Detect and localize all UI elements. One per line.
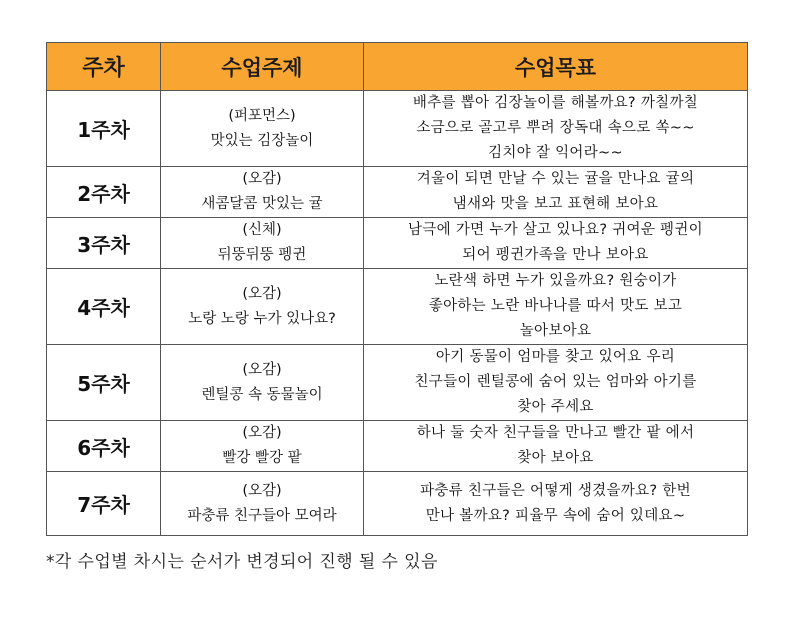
topic-category: (오감) bbox=[242, 171, 282, 187]
topic-category: (퍼포먼스) bbox=[228, 107, 296, 124]
week-cell: 5주차 bbox=[47, 345, 161, 421]
goal-cell bbox=[364, 91, 748, 167]
goal-line: 좋아하는 노란 바나나를 따서 맛도 보고 bbox=[428, 298, 683, 314]
topic-title: 새콤달콤 맛있는 귤 bbox=[201, 196, 323, 212]
topic-cell bbox=[161, 269, 364, 345]
topic-category: (신체) bbox=[242, 222, 282, 238]
goal-line: 겨울이 되면 만날 수 있는 귤을 만나요 귤의 bbox=[416, 171, 695, 187]
goal-cell bbox=[364, 345, 748, 421]
curriculum-table bbox=[46, 42, 748, 536]
topic-cell bbox=[161, 421, 364, 472]
table-row bbox=[47, 421, 748, 472]
header-topic: 수업주제 bbox=[161, 43, 364, 91]
table-header-row bbox=[47, 43, 748, 91]
goal-cell bbox=[364, 472, 748, 536]
goal-line: 하나 둘 숫자 친구들을 만나고 빨간 팥 에서 bbox=[416, 425, 695, 441]
goal-line: 만나 볼까요? 피율무 속에 숨어 있데요~ bbox=[425, 507, 686, 524]
topic-cell bbox=[161, 218, 364, 269]
goal-line: 되어 펭귄가족을 만나 보아요 bbox=[462, 247, 649, 263]
goal-line: 김치야 잘 익어라~~ bbox=[488, 145, 623, 161]
topic-category: (오감) bbox=[242, 482, 282, 499]
topic-category: (오감) bbox=[242, 285, 282, 302]
goal-line: 아기 동물이 엄마를 찾고 있어요 우리 bbox=[435, 349, 676, 365]
table-row bbox=[47, 472, 748, 536]
topic-title: 노랑 노랑 누가 있나요? bbox=[188, 310, 336, 327]
goal-line: 놀아보아요 bbox=[519, 323, 592, 339]
goal-line: 찾아 보아요 bbox=[517, 450, 594, 466]
goal-line: 남극에 가면 누가 살고 있나요? 귀여운 펭귄이 bbox=[408, 222, 703, 238]
goal-line: 친구들이 렌틸콩에 숨어 있는 엄마와 아기를 bbox=[414, 374, 697, 390]
topic-title: 빨강 빨강 팥 bbox=[222, 450, 302, 466]
header-goal: 수업목표 bbox=[364, 43, 748, 91]
topic-category: (오감) bbox=[242, 361, 282, 378]
week-cell: 2주차 bbox=[47, 167, 161, 218]
topic-cell bbox=[161, 91, 364, 167]
goal-cell bbox=[364, 218, 748, 269]
goal-line: 배추를 뽑아 김장놀이를 해볼까요? 까칠까칠 bbox=[412, 95, 699, 111]
topic-title: 파충류 친구들아 모여라 bbox=[187, 507, 337, 524]
table-row bbox=[47, 91, 748, 167]
topic-title: 렌틸콩 속 동물놀이 bbox=[201, 386, 323, 403]
week-cell: 6주차 bbox=[47, 421, 161, 472]
table-row bbox=[47, 167, 748, 218]
goal-line: 냄새와 맛을 보고 표현해 보아요 bbox=[452, 196, 659, 212]
week-cell: 7주차 bbox=[47, 472, 161, 536]
table-row bbox=[47, 345, 748, 421]
table-row bbox=[47, 269, 748, 345]
table-row bbox=[47, 218, 748, 269]
topic-cell bbox=[161, 345, 364, 421]
goal-cell bbox=[364, 421, 748, 472]
header-week: 주차 bbox=[47, 43, 161, 91]
week-cell: 1주차 bbox=[47, 91, 161, 167]
topic-title: 맛있는 김장놀이 bbox=[210, 132, 314, 149]
goal-cell bbox=[364, 167, 748, 218]
footnote: *각 수업별 차시는 순서가 변경되어 진행 될 수 있음 bbox=[46, 552, 438, 572]
goal-line: 노란색 하면 누가 있을까요? 원숭이가 bbox=[434, 273, 677, 289]
goal-line: 파충류 친구들은 어떻게 생겼을까요? 한번 bbox=[420, 482, 691, 499]
topic-cell bbox=[161, 472, 364, 536]
goal-cell bbox=[364, 269, 748, 345]
goal-line: 소금으로 골고루 뿌려 장독대 속으로 쏙~~ bbox=[416, 120, 695, 136]
topic-category: (오감) bbox=[242, 425, 282, 441]
goal-line: 찾아 주세요 bbox=[517, 399, 594, 415]
week-cell: 4주차 bbox=[47, 269, 161, 345]
topic-title: 뒤뚱뒤뚱 펭귄 bbox=[217, 247, 307, 263]
week-cell: 3주차 bbox=[47, 218, 161, 269]
topic-cell bbox=[161, 167, 364, 218]
